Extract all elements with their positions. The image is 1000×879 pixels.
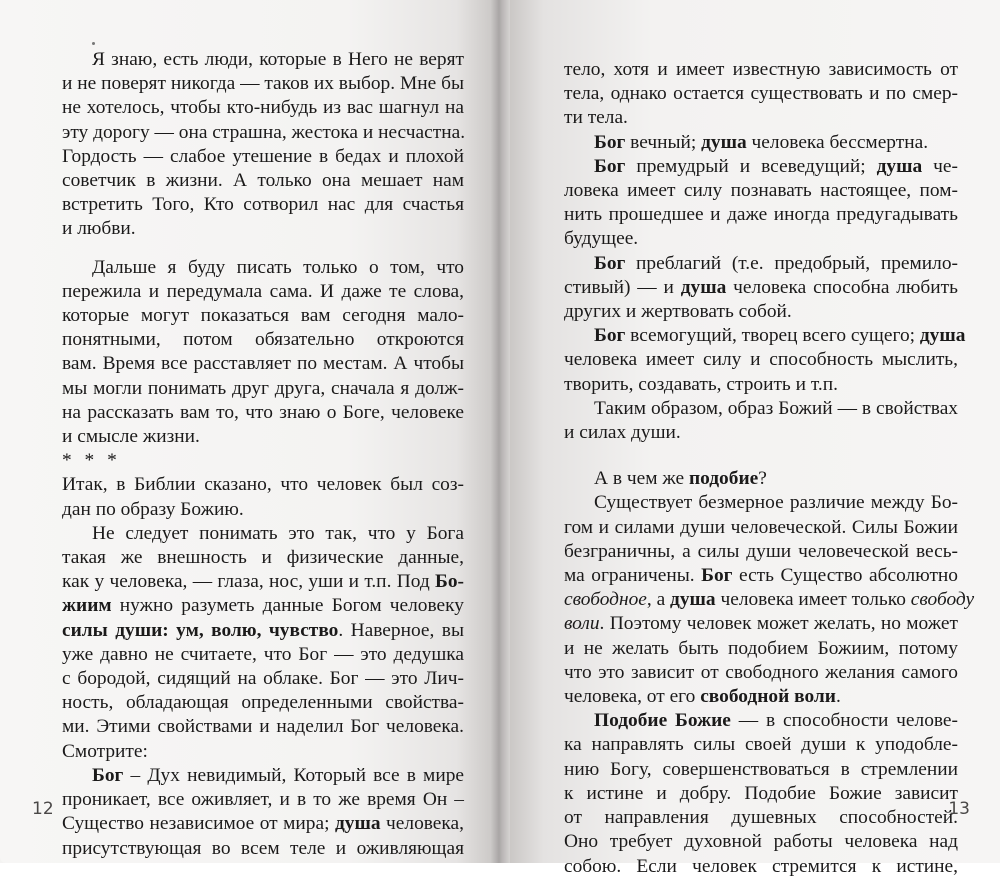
bold-term: Бог [92, 764, 124, 786]
text-line: будущее. [564, 228, 639, 250]
text-line: Таким образом, образ Божий — в свойствах [594, 397, 958, 419]
paragraph [564, 324, 966, 397]
paragraph [564, 155, 958, 252]
paragraph [564, 467, 958, 491]
text-line: ность, обладающая определенными свойства- [62, 692, 464, 714]
text-line: не хотелось, чтобы кто-нибудь из вас шагнул на [62, 97, 464, 119]
text-line [564, 324, 966, 348]
text-line: и любви. [62, 218, 136, 240]
text-line: пережила и передумала сама. И даже те слова, [62, 280, 464, 302]
text-run: ма ограничены. [564, 565, 702, 587]
bold-term: жиим [62, 595, 112, 617]
text-line: собою. Если человек стремится к истине, [564, 855, 958, 877]
text-line [564, 276, 958, 300]
text-run: человека способна любить [726, 276, 958, 298]
text-run: есть Существо абсолютно [732, 565, 958, 587]
text-line: которые могут показаться вам сегодня мало- [62, 305, 464, 327]
text-line: что это зависит от свободного желания самого [564, 661, 958, 683]
text-run: . Наверное, вы [338, 619, 464, 641]
text-line [62, 594, 464, 618]
text-line: Смотрите: [62, 740, 148, 762]
paragraph [564, 709, 958, 878]
text-line: Существует безмерное различие между Бо- [594, 492, 958, 514]
text-line: ти тела. [564, 107, 628, 129]
bold-term: душа [334, 813, 381, 835]
text-line: эту дорогу — она страшна, жестока и несчастна. [62, 121, 466, 143]
text-line [564, 252, 958, 276]
text-line: и не желать быть подобием Божиим, потому [564, 637, 958, 659]
bold-term: свободной воли [700, 686, 836, 708]
text-line [62, 812, 464, 836]
text-line: нию Богу, совершенствоваться в стремлении [564, 758, 958, 780]
text-line: творить, создавать, строить и т.п. [564, 373, 838, 395]
left-page-text [62, 48, 464, 861]
italic-term: свободу [910, 589, 975, 611]
text-line: и смысле жизни. [62, 426, 200, 448]
text-line [564, 467, 958, 491]
bold-term: душа [670, 589, 716, 611]
text-run: – Дух невидимый, Который все в мире [123, 764, 464, 786]
spacer [62, 242, 464, 256]
bold-term: силы души: ум, волю, чувство [62, 619, 339, 641]
page-number: 13 [948, 799, 970, 819]
bold-term: Бог [701, 565, 733, 587]
text-line: вам. Время все расставляет по местам. А чтобы [62, 353, 464, 375]
text-line [564, 155, 958, 179]
paragraph [62, 256, 464, 450]
section-separator: * * * [62, 450, 121, 472]
text-line [62, 764, 464, 788]
text-line [564, 564, 958, 588]
paragraph [62, 764, 464, 861]
text-line: гом и силами души человеческой. Силы Божии [564, 516, 958, 538]
text-line: Не следует понимать это так, что у Бога [92, 522, 464, 544]
text-line: встретить Того, Кто сотворил нас для счастья [62, 194, 464, 216]
text-run: ? [758, 468, 767, 490]
text-line: присутствующая во всем теле и оживляющая [62, 837, 464, 859]
text-line [62, 619, 464, 643]
text-line: других и жертвовать собой. [564, 301, 792, 323]
text-line: понятными, потом обязательно откроются [62, 329, 464, 351]
spacer [564, 445, 958, 467]
bold-term: душа [876, 155, 923, 177]
text-line: Оно требует духовной работы человека над [564, 831, 958, 853]
text-run: всемогущий, творец всего сущего; [625, 325, 920, 347]
text-run: Существо независимое от мира; [62, 813, 335, 835]
print-speck [92, 42, 95, 45]
text-line: человека имеет силу и способность мыслить, [564, 349, 958, 371]
text-line: нить прошедшее и даже иногда предугадывать [564, 204, 958, 226]
text-line: с бородой, сидящий на облаке. Бог — это Лич- [62, 668, 464, 690]
text-run: вечный; [625, 131, 702, 153]
text-line: тело, хотя и имеет известную зависимость от [564, 59, 958, 80]
text-line [564, 685, 958, 709]
text-line: на рассказать вам то, что знаю о Боге, человеке [62, 401, 464, 423]
text-run: че- [922, 155, 958, 177]
text-line: ка направлять силы своей души к уподобле- [564, 734, 958, 756]
bold-term: подобие [688, 468, 759, 490]
italic-term: воли [564, 613, 600, 635]
text-line: дан по образу Божию. [62, 498, 244, 520]
text-run: А в чем же [594, 468, 689, 490]
text-line: ми. Этими свойствами и наделил Бог человека. [62, 716, 464, 738]
paragraph [564, 131, 958, 155]
text-run: человека, от его [564, 686, 701, 708]
bold-term: Подобие Божие [594, 710, 731, 732]
paragraph [62, 522, 464, 764]
text-run: . Поэтому человек может желать, но может [599, 613, 958, 635]
paragraph [564, 252, 958, 325]
bold-term: душа [701, 131, 747, 153]
text-run: , а [646, 589, 671, 611]
text-line: советчик в жизни. А только она мешает нам [62, 170, 464, 192]
text-line [564, 709, 958, 733]
bold-term: Бог [594, 131, 626, 153]
text-run: человека бессмертна. [746, 131, 929, 153]
text-line: Итак, в Библии сказано, что человек был соз- [62, 474, 464, 496]
text-run: преблагий (т.е. предобрый, премило- [625, 252, 958, 274]
left-page [0, 0, 496, 863]
text-line [564, 131, 958, 155]
page-number: 12 [32, 799, 54, 819]
text-line: такая же внешность и физические данные, [62, 547, 464, 569]
text-line [564, 588, 975, 612]
bold-term: Бог [594, 155, 626, 177]
bold-term: душа [680, 276, 727, 298]
bold-term: Бог [594, 252, 626, 274]
text-line: проникает, все оживляет, и в то же время Он – [62, 789, 464, 811]
paragraph [62, 48, 464, 242]
text-line: Я знаю, есть люди, которые в Него не верят [92, 49, 464, 70]
paragraph [62, 473, 464, 521]
text-run: нужно разуметь данные Богом человеку [111, 595, 464, 617]
text-run: стивый) — и [564, 276, 681, 298]
text-line: мы могли понимать друг друга, сначала я долж- [62, 377, 464, 399]
text-line: тела, однако остается существовать и по смер- [564, 83, 958, 105]
text-line: Гордость — слабое утешение в бедах и плохой [62, 145, 464, 167]
italic-term: свободное [564, 589, 647, 611]
bold-term: душа [919, 325, 966, 347]
text-line: от направления душевных способностей. [564, 807, 958, 829]
text-run: — в способности челове- [730, 710, 958, 732]
text-run: премудрый и всеведущий; [625, 155, 877, 177]
text-line [62, 570, 464, 594]
text-line: ловека имеет силу познавать настоящее, пом- [564, 180, 958, 202]
text-run: как у человека, — глаза, нос, уши и т.п. Под [62, 571, 436, 593]
right-page [504, 0, 1000, 877]
text-run: человека имеет только [715, 589, 911, 611]
paragraph [564, 491, 975, 709]
text-run: человека, [380, 813, 464, 835]
text-run: . [835, 686, 841, 708]
text-line: уже давно не считаете, что Бог — это дедушка [62, 643, 464, 665]
text-line: и не поверят никогда — таков их выбор. Мне бы [62, 73, 464, 95]
bold-term: Бог [594, 325, 626, 347]
text-line: безграничны, а силы души человеческой весь- [564, 540, 958, 562]
text-line [564, 612, 958, 636]
text-line: Дальше я буду писать только о том, что [92, 256, 464, 278]
book-gutter [490, 0, 510, 863]
bold-term: Бо- [435, 571, 464, 593]
text-line: к истине и добру. Подобие Божие зависит [564, 782, 958, 804]
paragraph [564, 58, 958, 131]
text-line: и силах души. [564, 422, 681, 444]
paragraph [564, 397, 958, 445]
